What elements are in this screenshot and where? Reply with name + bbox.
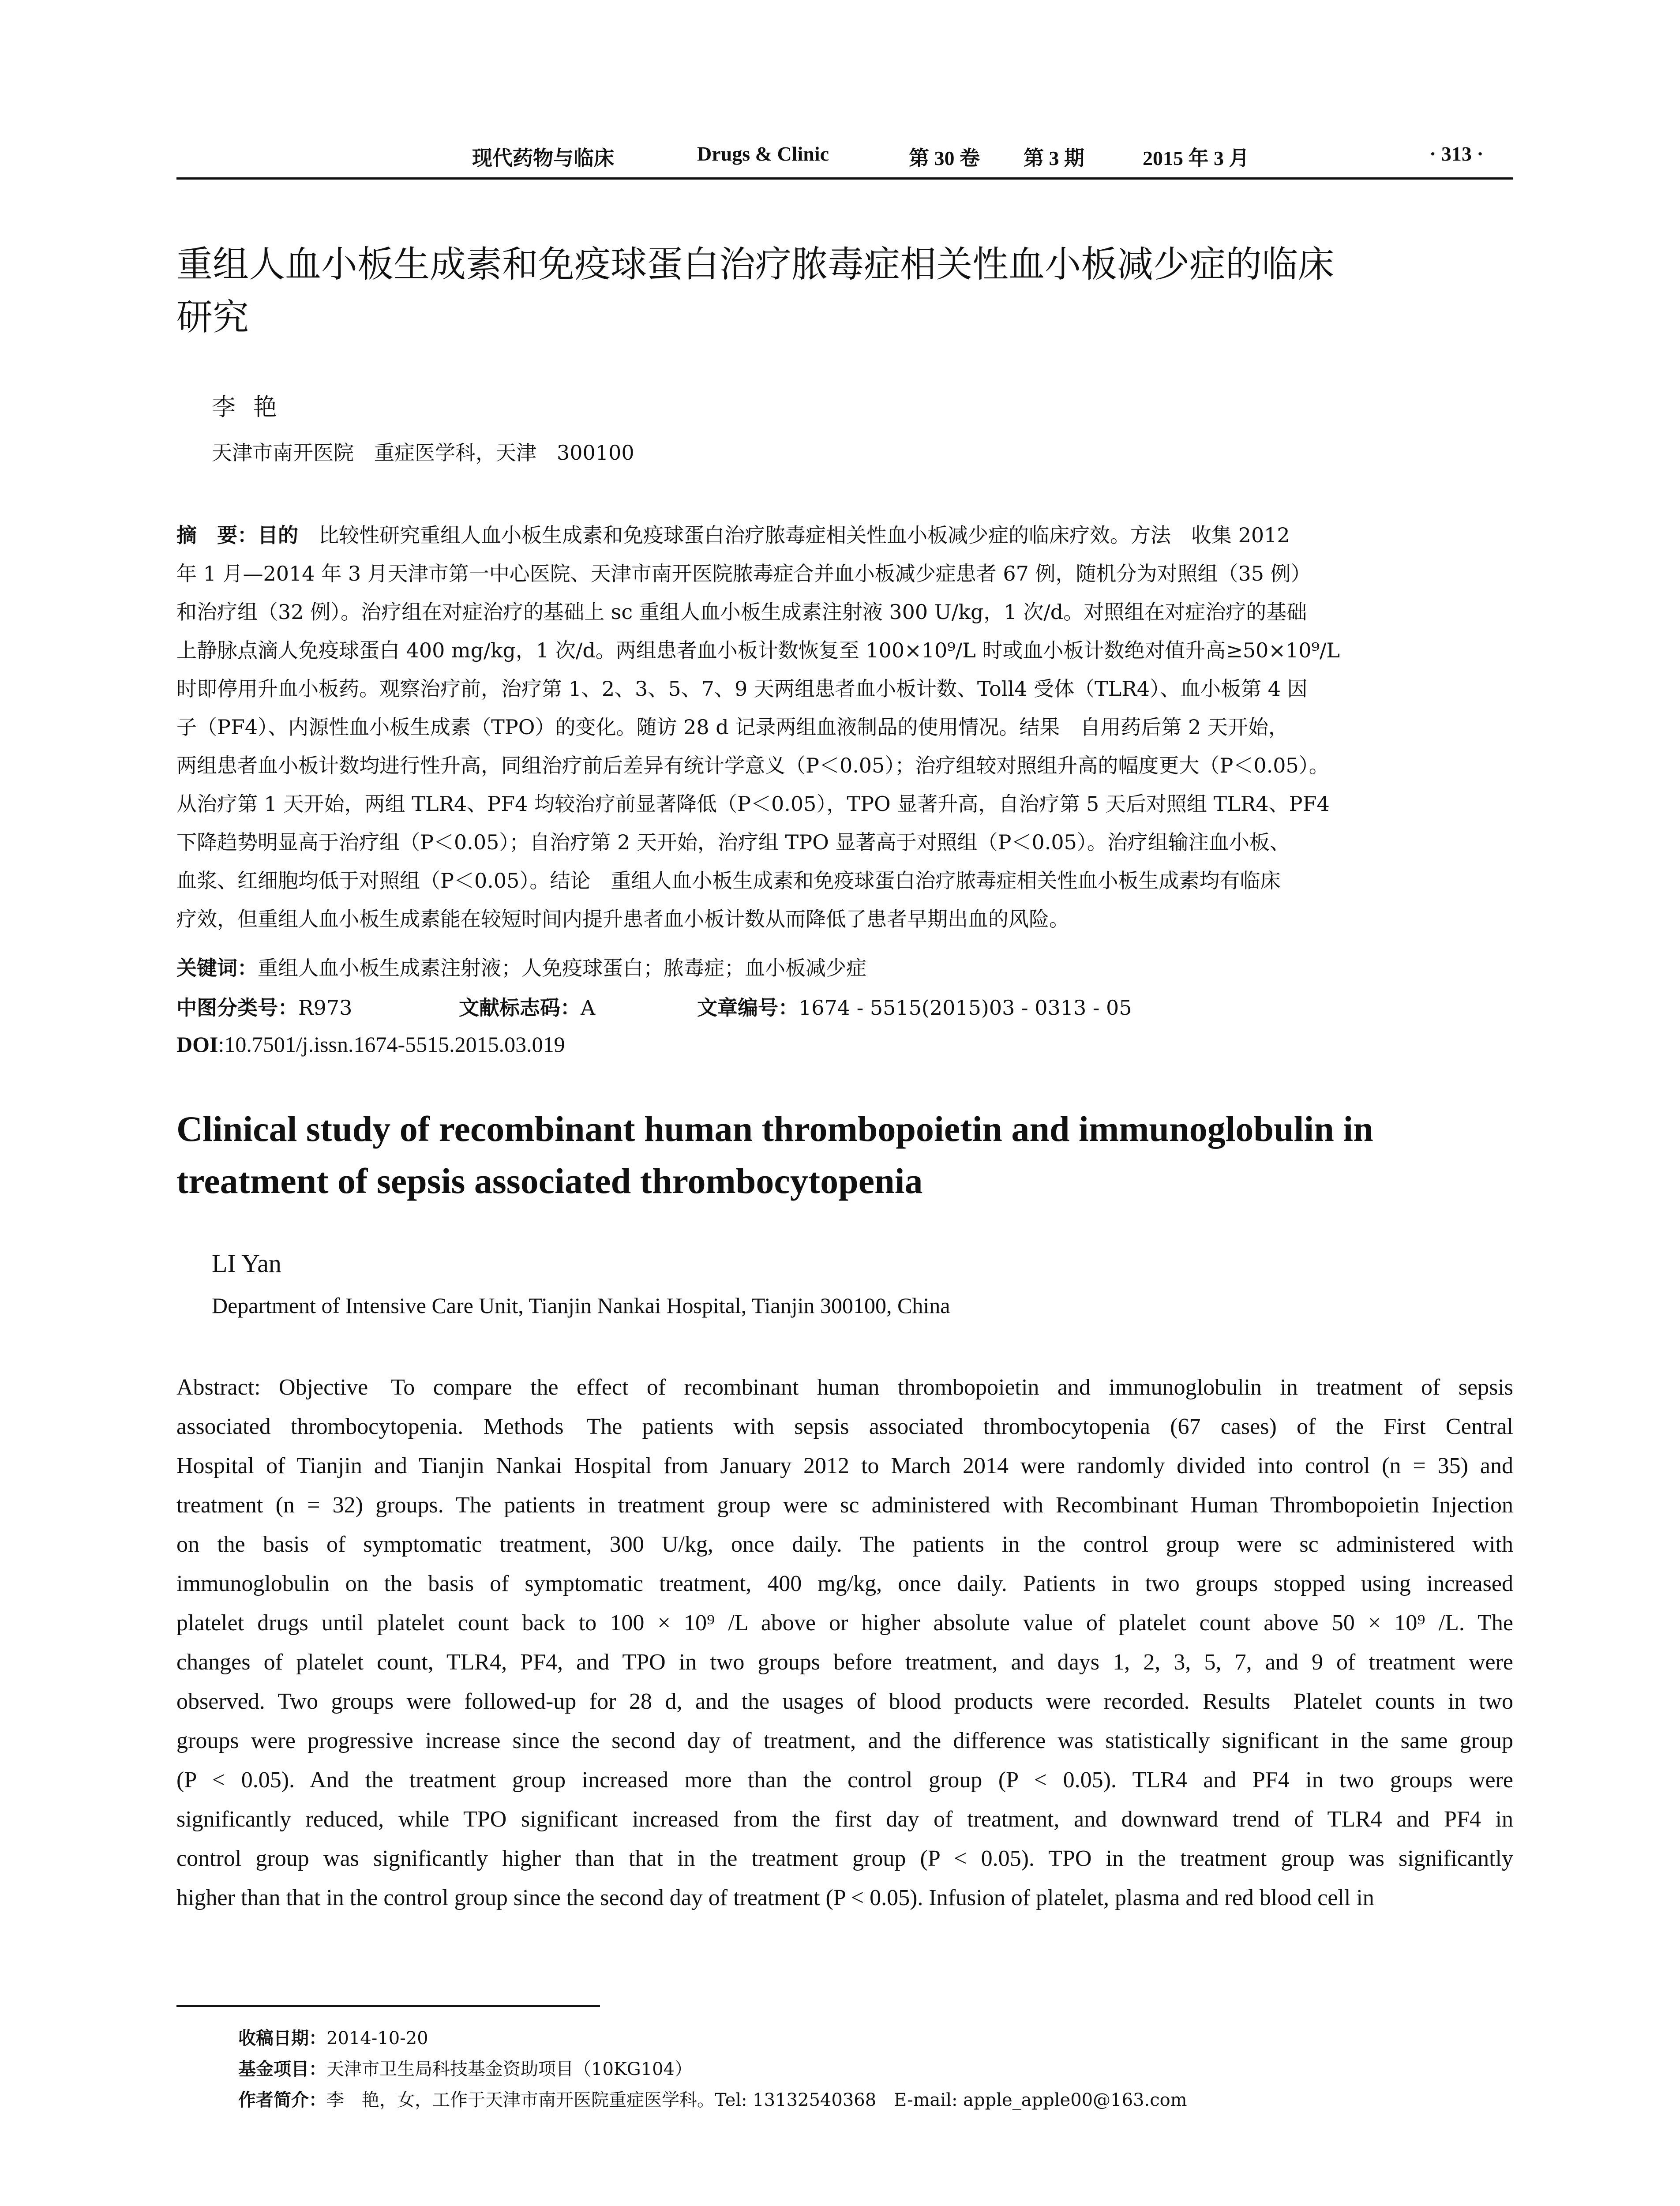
cn-author: 李艳 xyxy=(212,393,295,421)
received-label: 收稿日期： xyxy=(238,2028,326,2048)
footnote-bio xyxy=(238,2086,1187,2111)
en-abstract-line: immunoglobulin on the basis of symptomatic treatment, 400 mg/kg, once daily. Patients in two groups stopped using increased xyxy=(176,1571,1513,1596)
en-abstract-line: significantly reduced, while TPO significant increased from the first day of treatment, and downward trend of TLR4 and PF4 in xyxy=(176,1807,1513,1832)
en-abstract-line: associated thrombocytopenia. Methods The patients with sepsis associated thrombocytopenia (67 cases) of the First Central xyxy=(176,1414,1513,1439)
cn-abstract-label: 摘 要：目的 xyxy=(176,523,298,547)
en-abstract-line: treatment (n = 32) groups. The patients in treatment group were sc administered with Recombinant Human Thrombopoietin Injection xyxy=(176,1493,1513,1518)
bio-label: 作者简介： xyxy=(238,2090,326,2110)
en-author: LI Yan xyxy=(212,1249,281,1278)
cn-abstract xyxy=(176,516,1513,938)
cn-title-line-2: 研究 xyxy=(176,296,249,338)
cn-abstract-line: 子（PF4）、内源性血小板生成素（TPO）的变化。随访 28 d 记录两组血液制品的使用情况。结果 自用药后第 2 天开始， xyxy=(176,715,1289,739)
cn-abstract-line: 血浆、红细胞均低于对照组（P＜0.05）。结论 重组人血小板生成素和免疫球蛋白治疗脓毒症相关性血小板生成素均有临床 xyxy=(176,869,1281,893)
running-header xyxy=(176,142,1513,177)
issue-date: 2015 年 3 月 xyxy=(1143,147,1249,169)
cn-abstract-line: 从治疗第 1 天开始，两组 TLR4、PF4 均较治疗前显著降低（P＜0.05），TPO 显著升高，自治疗第 5 天后对照组 TLR4、PF4 xyxy=(176,792,1330,816)
en-title-line-1: Clinical study of recombinant human thrombopoietin and immunoglobulin in xyxy=(176,1109,1373,1149)
en-abstract-line: Abstract: Objective To compare the effect of recombinant human thrombopoietin and immunoglobulin in treatment of sepsis xyxy=(176,1375,1513,1400)
en-affiliation: Department of Intensive Care Unit, Tianjin Nankai Hospital, Tianjin 300100, China xyxy=(212,1293,950,1318)
en-title-line-2: treatment of sepsis associated thrombocytopenia xyxy=(176,1161,923,1201)
footnote-fund xyxy=(238,2055,692,2080)
cn-keywords xyxy=(176,952,1513,981)
cn-abstract-line: 两组患者血小板计数均进行性升高，同组治疗前后差异有统计学意义（P＜0.05）；治疗组较对照组升高的幅度更大（P＜0.05）。 xyxy=(176,754,1329,777)
doi-value: :10.7501/j.issn.1674-5515.2015.03.019 xyxy=(218,1032,565,1057)
article-no-label: 文章编号： xyxy=(697,996,799,1020)
cn-title-line-1: 重组人血小板生成素和免疫球蛋白治疗脓毒症相关性血小板减少症的临床 xyxy=(176,244,1335,285)
cn-title xyxy=(176,238,1513,344)
en-abstract-line: control group was significantly higher than that in the treatment group (P < 0.05). TPO in the treatment group was significantly xyxy=(176,1846,1513,1871)
cn-abstract-line: 时即停用升血小板药。观察治疗前，治疗第 1、2、3、5、7、9 天两组患者血小板计数、Toll4 受体（TLR4）、血小板第 4 因 xyxy=(176,677,1308,701)
en-abstract-line: Hospital of Tianjin and Tianjin Nankai Hospital from January 2012 to March 2014 were randomly divided into control (n = 35) and xyxy=(176,1453,1513,1478)
cn-abstract-line: 下降趋势明显高于治疗组（P＜0.05）；自治疗第 2 天开始，治疗组 TPO 显著高于对照组（P＜0.05）。治疗组输注血小板、 xyxy=(176,830,1290,854)
en-abstract-line: changes of platelet count, TLR4, PF4, and TPO in two groups before treatment, and days 1, 2, 3, 5, 7, and 9 of treatment were xyxy=(176,1650,1513,1675)
doc-code-value: A xyxy=(581,996,596,1020)
cn-classification xyxy=(176,992,1513,1021)
clc-value: R973 xyxy=(298,996,352,1020)
en-abstract xyxy=(176,1368,1513,1917)
issue: 第 3 期 xyxy=(1024,147,1084,169)
fund-label: 基金项目： xyxy=(238,2059,326,2079)
cn-abstract-line: 比较性研究重组人血小板生成素和免疫球蛋白治疗脓毒症相关性血小板减少症的临床疗效。方法 收集 2012 xyxy=(298,523,1290,547)
keywords-value: 重组人血小板生成素注射液；人免疫球蛋白；脓毒症；血小板减少症 xyxy=(258,956,866,980)
footnote-received xyxy=(238,2024,428,2049)
page-number: · 313 · xyxy=(1429,143,1484,165)
cn-abstract-line: 和治疗组（32 例）。治疗组在对症治疗的基础上 sc 重组人血小板生成素注射液 300 U/kg，1 次/d。对照组在对症治疗的基础 xyxy=(176,600,1307,624)
clc-label: 中图分类号： xyxy=(176,996,298,1020)
journal-name-cn: 现代药物与临床 xyxy=(472,147,614,169)
received-value: 2014-10-20 xyxy=(326,2028,428,2048)
en-abstract-line: on the basis of symptomatic treatment, 300 U/kg, once daily. The patients in the control group were sc administered with xyxy=(176,1532,1513,1557)
en-abstract-line: (P < 0.05). And the treatment group increased more than the control group (P < 0.05). TLR4 and PF4 in two groups were xyxy=(176,1767,1513,1793)
en-abstract-line: groups were progressive increase since the second day of treatment, and the difference was statistically significant in the same group xyxy=(176,1728,1513,1753)
keywords-label: 关键词： xyxy=(176,956,258,980)
fund-value: 天津市卫生局科技基金资助项目（10KG104） xyxy=(326,2059,693,2079)
en-abstract-line: platelet drugs until platelet count back to 100 × 10⁹ /L above or higher absolute value of platelet count above 50 × 10⁹ /L. The xyxy=(176,1610,1513,1636)
cn-abstract-line: 年 1 月—2014 年 3 月天津市第一中心医院、天津市南开医院脓毒症合并血小板减少症患者 67 例，随机分为对照组（35 例） xyxy=(176,562,1311,585)
article-no-value: 1674 - 5515(2015)03 - 0313 - 05 xyxy=(799,996,1132,1020)
cn-abstract-line: 疗效，但重组人血小板生成素能在较短时间内提升患者血小板计数从而降低了患者早期出血的风险。 xyxy=(176,907,1069,931)
doi-label: DOI xyxy=(176,1032,218,1057)
journal-name-en: Drugs & Clinic xyxy=(697,143,829,165)
en-abstract-line: observed. Two groups were followed-up for 28 d, and the usages of blood products were recorded. Results Platelet counts in two xyxy=(176,1689,1513,1714)
doi xyxy=(176,1032,1513,1057)
en-abstract-line: higher than that in the control group since the second day of treatment (P < 0.05). Infusion of platelet, plasma and red blood cell in xyxy=(176,1885,1374,1910)
header-rule xyxy=(176,177,1513,180)
bio-value: 李 艳，女，工作于天津市南开医院重症医学科。Tel: 13132540368 E-mail: apple_apple00@163.com xyxy=(326,2090,1187,2110)
en-title xyxy=(176,1103,1513,1207)
cn-abstract-line: 上静脉点滴人免疫球蛋白 400 mg/kg，1 次/d。两组患者血小板计数恢复至 100×10⁹/L 时或血小板计数绝对值升高≥50×10⁹/L xyxy=(176,638,1340,662)
cn-affiliation: 天津市南开医院 重症医学科，天津 300100 xyxy=(212,441,634,465)
volume: 第 30 卷 xyxy=(909,147,980,169)
footnote-rule xyxy=(176,2005,600,2007)
doc-code-label: 文献标志码： xyxy=(459,996,581,1020)
